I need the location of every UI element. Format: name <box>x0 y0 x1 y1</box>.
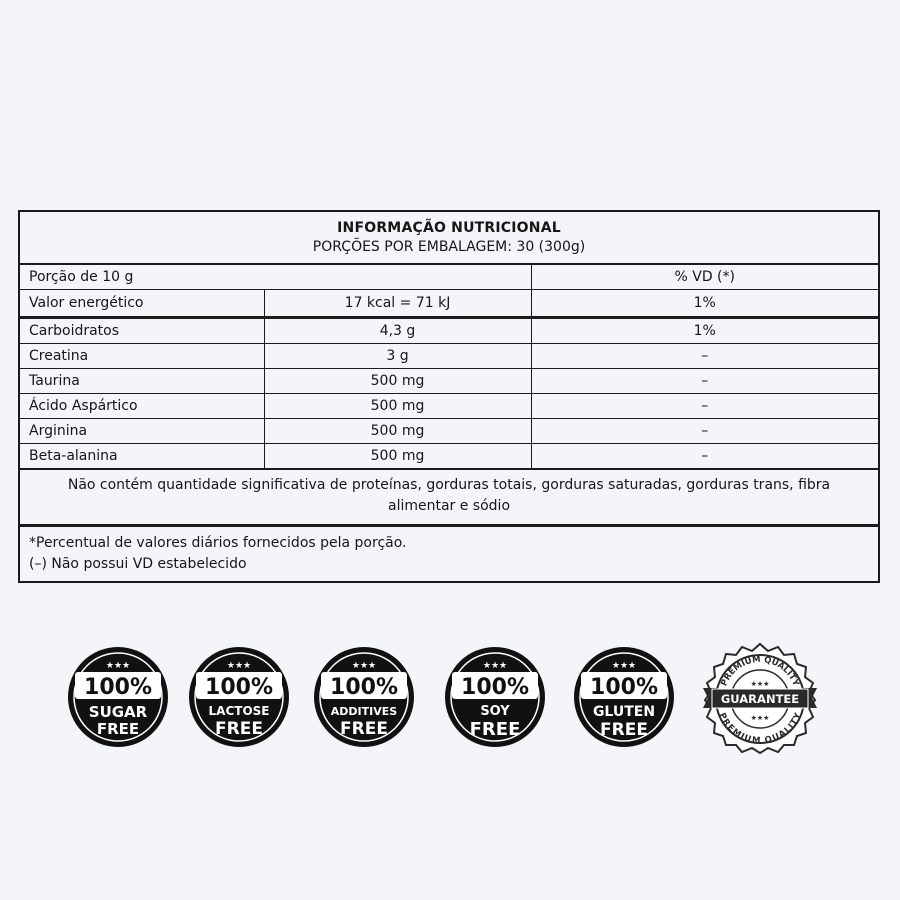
nutrient-name: Carboidratos <box>20 318 264 344</box>
nutrient-amount: 500 mg <box>264 444 531 469</box>
svg-text:PREMIUM QUALITY: PREMIUM QUALITY <box>719 654 801 688</box>
svg-text:★★★: ★★★ <box>226 661 252 671</box>
nutrition-note: Não contém quantidade significativa de proteínas, gorduras totais, gorduras saturadas, gorduras trans, fibra alimentar e sódio <box>20 468 878 524</box>
badge-line1: GLUTEN <box>592 704 656 720</box>
badge-top: 100% <box>590 675 658 700</box>
table-row <box>20 394 878 419</box>
lactose-free-badge-icon <box>188 646 290 748</box>
nutrient-name: Creatina <box>20 344 264 369</box>
table-row <box>20 318 878 344</box>
nutrition-table <box>20 265 878 468</box>
nutrient-amount: 3 g <box>264 344 531 369</box>
badge-row <box>0 640 900 760</box>
svg-text:★★★: ★★★ <box>611 661 637 671</box>
badge-line2: FREE <box>340 719 388 739</box>
badge-line1: SOY <box>480 704 510 719</box>
table-row <box>20 369 878 394</box>
additives-free-badge-icon <box>313 646 415 748</box>
badge-line1: ADDITIVES <box>330 705 398 718</box>
nutrition-subtitle: PORÇÕES POR EMBALAGEM: 30 (300g) <box>312 239 586 255</box>
svg-text:PREMIUM QUALITY: PREMIUM QUALITY <box>716 711 804 747</box>
table-row <box>20 344 878 369</box>
nutrient-vd: – <box>531 344 878 369</box>
svg-text:★★★: ★★★ <box>750 680 770 688</box>
nutrient-name: Arginina <box>20 419 264 444</box>
nutrient-vd: 1% <box>531 290 878 318</box>
nutrient-name: Ácido Aspártico <box>20 394 264 419</box>
premium-quality-seal-icon <box>699 642 821 754</box>
nutrient-vd: – <box>531 419 878 444</box>
seal-banner: GUARANTEE <box>720 692 800 706</box>
nutrition-title: INFORMAÇÃO NUTRICIONAL <box>337 220 561 236</box>
badge-top: 100% <box>330 675 398 700</box>
badge-line2: FREE <box>215 719 263 739</box>
nutrition-facts-panel <box>18 210 880 583</box>
badge-top: 100% <box>461 675 529 700</box>
svg-text:★★★: ★★★ <box>105 661 131 671</box>
badge-top: 100% <box>205 675 273 700</box>
badge-line2: FREE <box>96 720 140 738</box>
portion-row <box>20 265 878 290</box>
nutrient-vd: – <box>531 369 878 394</box>
sugar-free-badge-icon <box>67 646 169 748</box>
table-row <box>20 444 878 469</box>
nutrient-amount: 17 kcal = 71 kJ <box>264 290 531 318</box>
portion-label: Porção de 10 g <box>20 265 531 290</box>
svg-text:★★★: ★★★ <box>482 661 508 671</box>
nutrient-vd: – <box>531 394 878 419</box>
nutrient-name: Beta-alanina <box>20 444 264 469</box>
nutrition-header <box>20 212 878 265</box>
badge-line2: FREE <box>600 720 648 740</box>
nutrient-vd: 1% <box>531 318 878 344</box>
nutrient-name: Valor energético <box>20 290 264 318</box>
badge-line2: FREE <box>469 719 521 740</box>
badge-line1: LACTOSE <box>208 704 270 718</box>
footer-line-no-vd: (–) Não possui VD estabelecido <box>29 556 247 572</box>
soy-free-badge-icon <box>444 646 546 748</box>
gluten-free-badge-icon <box>573 646 675 748</box>
nutrition-footer <box>20 524 878 581</box>
vd-header: % VD (*) <box>531 265 878 290</box>
nutrient-amount: 500 mg <box>264 394 531 419</box>
nutrient-amount: 500 mg <box>264 419 531 444</box>
nutrient-amount: 4,3 g <box>264 318 531 344</box>
badge-top: 100% <box>84 675 152 700</box>
nutrient-amount: 500 mg <box>264 369 531 394</box>
svg-text:★★★: ★★★ <box>351 661 377 671</box>
svg-text:★★★: ★★★ <box>750 714 770 722</box>
table-row <box>20 419 878 444</box>
nutrient-name: Taurina <box>20 369 264 394</box>
nutrient-vd: – <box>531 444 878 469</box>
footer-line-vd: *Percentual de valores diários fornecidos pela porção. <box>29 535 407 551</box>
table-row <box>20 290 878 318</box>
badge-line1: SUGAR <box>88 703 148 721</box>
